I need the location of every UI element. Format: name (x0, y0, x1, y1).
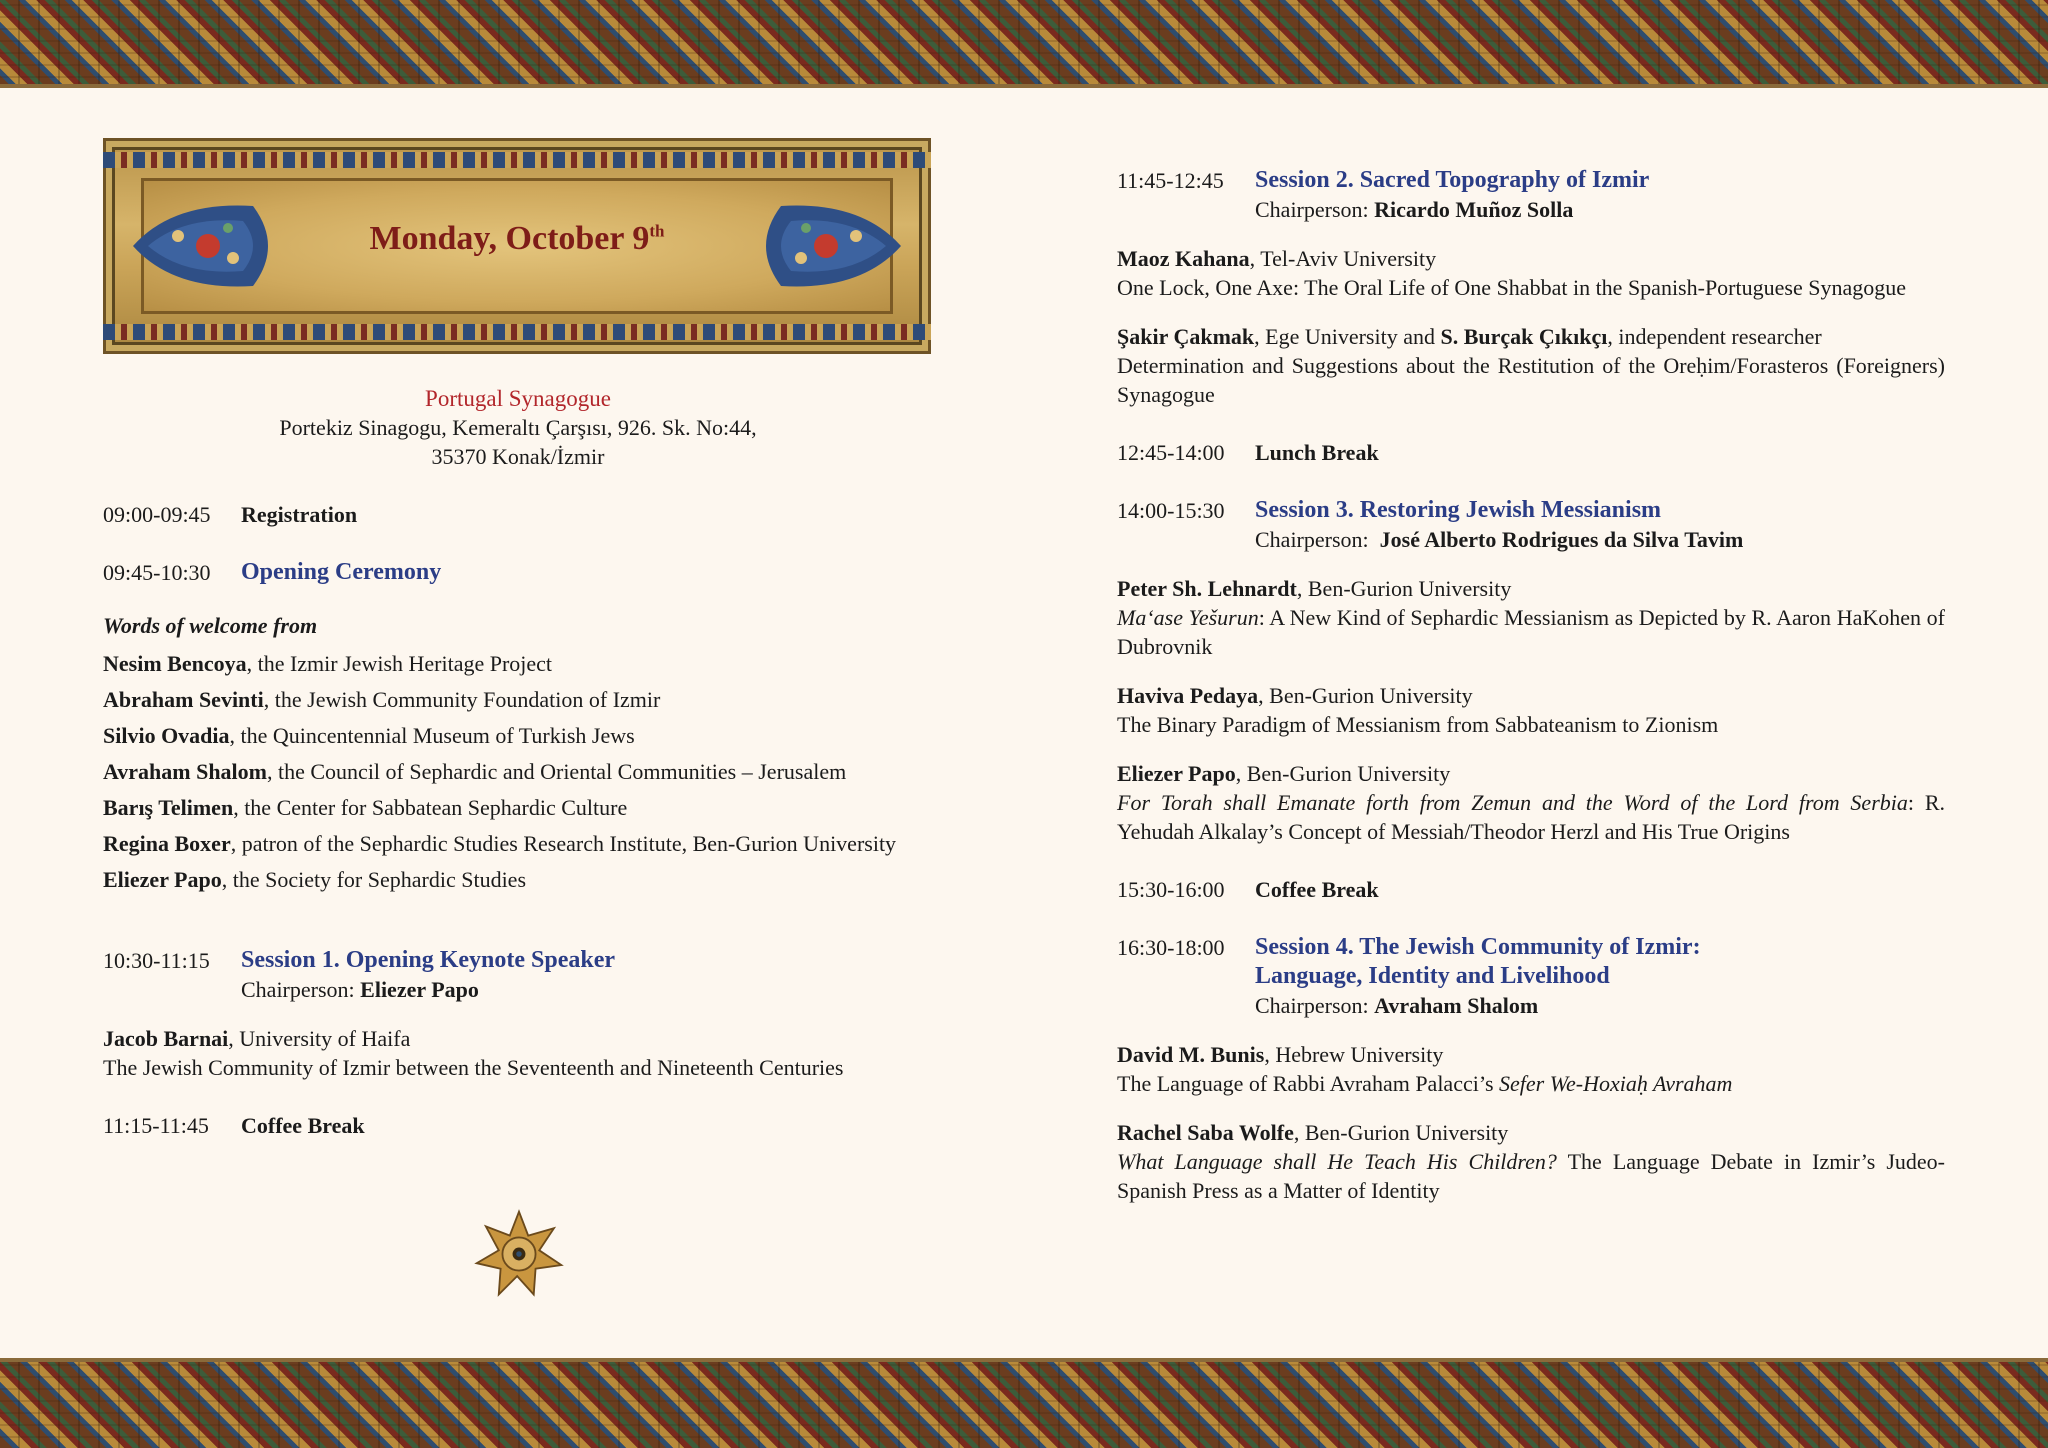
venue-name: Portugal Synagogue (425, 386, 611, 411)
schedule-time: 10:30-11:15 (103, 948, 210, 973)
talk-title: One Lock, One Axe: The Oral Life of One Shabbat in the Spanish-Portuguese Synagogue (1117, 275, 1906, 300)
schedule-time: 15:30-16:00 (1117, 877, 1225, 902)
talk-entry (1117, 244, 1945, 302)
schedule-time: 09:00-09:45 (103, 502, 211, 527)
chairperson: Chairperson: José Alberto Rodrigues da Silva Tavim (1255, 527, 1744, 552)
speaker: David M. Bunis, Hebrew University (1117, 1042, 1444, 1067)
session-title: Session 1. Opening Keynote Speaker (241, 947, 616, 973)
coffee-break-row (1117, 875, 1945, 904)
day-banner (103, 138, 931, 354)
talk-title: The Binary Paradigm of Messianism from Sabbateanism to Zionism (1117, 712, 1719, 737)
list-item: Nesim Bencoya, the Izmir Jewish Heritage Project (103, 651, 553, 676)
schedule-label: Coffee Break (241, 1113, 365, 1138)
schedule-time: 11:45-12:45 (1117, 168, 1224, 193)
venue-block (103, 384, 933, 471)
left-column (103, 138, 933, 1140)
schedule-label: Registration (241, 502, 358, 527)
talk-title: For Torah shall Emanate forth from Zemun and the Word of the Lord from Serbia: R. Yehudah Alkalay’s Concept of Messiah/Theodor Herzl and His True Origins (1117, 790, 1945, 844)
top-ornamental-border (0, 0, 2048, 88)
chairperson: Chairperson: Avraham Shalom (1255, 993, 1539, 1018)
schedule-time: 11:15-11:45 (103, 1113, 209, 1138)
speaker: Maoz Kahana, Tel-Aviv University (1117, 246, 1437, 271)
list-item: Silvio Ovadia, the Quincentennial Museum of Turkish Jews (103, 723, 635, 748)
talk-title: Determination and Suggestions about the Restitution of the Oreḥim/Forasteros (Foreigners) Synagogue (1117, 353, 1945, 407)
session2-row (1117, 166, 1945, 224)
talk-title: The Jewish Community of Izmir between the Seventeenth and Nineteenth Centuries (103, 1055, 844, 1080)
schedule-time: 14:00-15:30 (1117, 498, 1225, 523)
schedule-label: Coffee Break (1255, 877, 1379, 902)
speaker: Haviva Pedaya, Ben-Gurion University (1117, 683, 1473, 708)
bottom-ornamental-border (0, 1358, 2048, 1448)
talk-entry (1117, 1040, 1945, 1098)
talk-title: The Language of Rabbi Avraham Palacci’s Sefer We-Hoxiaḥ Avraham (1117, 1071, 1733, 1096)
speaker: Şakir Çakmak, Ege University and S. Burçak Çıkıkçı, independent researcher (1117, 324, 1822, 349)
chairperson: Chairperson: Ricardo Muñoz Solla (1255, 197, 1574, 222)
list-item: Abraham Sevinti, the Jewish Community Foundation of Izmir (103, 687, 661, 712)
schedule-label: Lunch Break (1255, 440, 1379, 465)
lunch-break-row (1117, 438, 1945, 467)
schedule-time: 09:45-10:30 (103, 560, 211, 585)
talk-entry (103, 1024, 933, 1082)
session4-row (1117, 933, 1945, 1020)
talk-entry (1117, 574, 1945, 661)
speaker: Eliezer Papo, Ben-Gurion University (1117, 761, 1451, 786)
welcome-heading: Words of welcome from (103, 613, 318, 638)
talk-entry (1117, 681, 1945, 739)
registration-row (103, 500, 933, 529)
session3-row (1117, 496, 1945, 554)
coffee-break-row (103, 1111, 933, 1140)
list-item: Eliezer Papo, the Society for Sephardic Studies (103, 867, 527, 892)
welcome-list (103, 646, 933, 898)
session-title: Session 2. Sacred Topography of Izmir (1255, 167, 1650, 193)
schedule-time: 12:45-14:00 (1117, 440, 1225, 465)
speaker: Peter Sh. Lehnardt, Ben-Gurion University (1117, 576, 1512, 601)
talk-title: What Language shall He Teach His Children? The Language Debate in Izmir’s Judeo-Spanish Press as a Matter of Identity (1117, 1149, 1946, 1203)
session-title: Opening Ceremony (241, 559, 442, 585)
session-title: Session 3. Restoring Jewish Messianism (1255, 497, 1662, 523)
schedule-time: 16:30-18:00 (1117, 935, 1225, 960)
session-title-line1: Session 4. The Jewish Community of Izmir: (1255, 934, 1701, 960)
list-item: Barış Telimen, the Center for Sabbatean Sephardic Culture (103, 795, 628, 820)
day-title: Monday, October 9th (369, 220, 665, 257)
talk-entry (1117, 1118, 1945, 1205)
list-item: Avraham Shalom, the Council of Sephardic and Oriental Communities – Jerusalem (103, 759, 847, 784)
speaker: Rachel Saba Wolfe, Ben-Gurion University (1117, 1120, 1509, 1145)
talk-entry (1117, 759, 1945, 846)
session1-row (103, 946, 933, 1004)
speaker: Jacob Barnai, University of Haifa (103, 1026, 411, 1051)
talk-entry (1117, 322, 1945, 409)
opening-row (103, 558, 933, 587)
talk-title: Ma‘ase Yešurun: A New Kind of Sephardic Messianism as Depicted by R. Aaron HaKohen of Dubrovnik (1117, 605, 1945, 659)
venue-address-line2: 35370 Konak/İzmir (431, 444, 605, 469)
chairperson: Chairperson: Eliezer Papo (241, 977, 479, 1002)
session-title-line2: Language, Identity and Livelihood (1255, 963, 1610, 989)
list-item: Regina Boxer, patron of the Sephardic Studies Research Institute, Ben-Gurion University (103, 831, 897, 856)
right-column (1117, 166, 1945, 1205)
venue-address-line1: Portekiz Sinagogu, Kemeraltı Çarşısı, 926. Sk. No:44, (279, 415, 757, 440)
rosette-ornament-icon (473, 1208, 565, 1300)
